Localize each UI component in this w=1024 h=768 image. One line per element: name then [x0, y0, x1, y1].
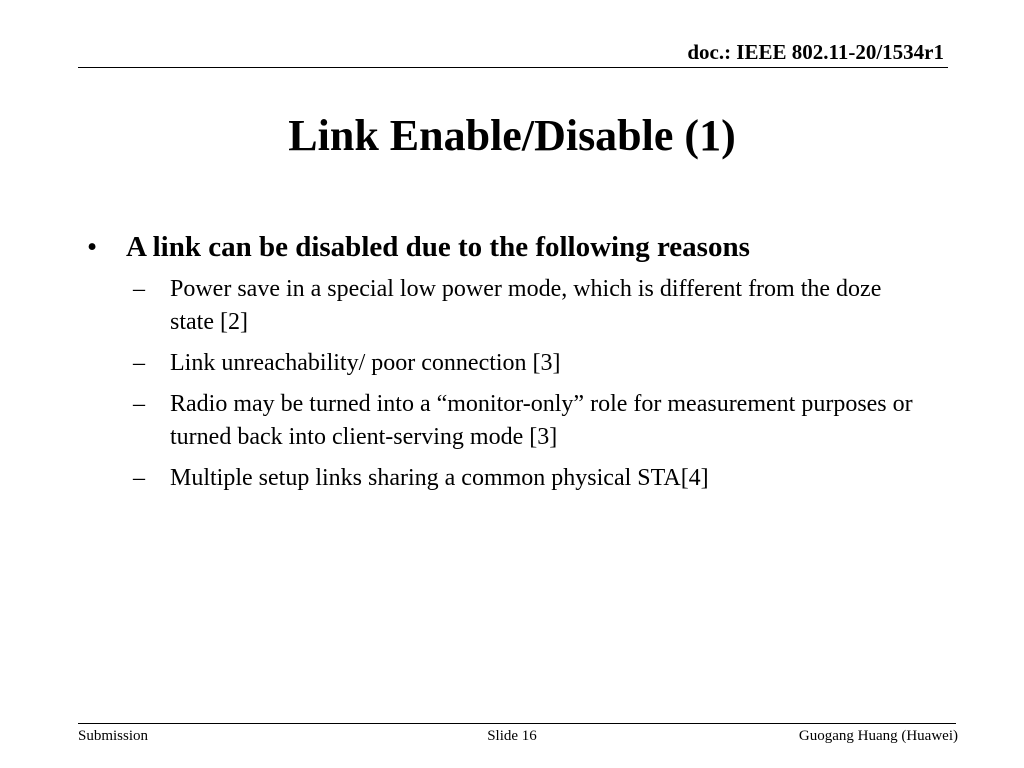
sub-bullet-monitor-only: [129, 388, 947, 454]
sub-bullet-text: Multiple setup links sharing a common physical STA[4]: [170, 464, 709, 491]
sub-bullet-power-save: [129, 273, 947, 339]
dash-marker: –: [133, 464, 145, 491]
footer-slide-number: Slide 16: [487, 728, 537, 744]
dash-marker: –: [133, 349, 145, 376]
main-bullet: [87, 230, 947, 265]
sub-bullet-shared-sta: [129, 462, 947, 495]
dash-marker: –: [133, 275, 145, 302]
bullet-marker: •: [87, 231, 98, 263]
slide-title: Link Enable/Disable (1): [288, 111, 736, 160]
footer-divider: [78, 723, 956, 724]
dash-marker: –: [133, 390, 145, 417]
sub-bullet-unreachability: [129, 347, 947, 380]
sub-bullet-list: [87, 273, 947, 495]
sub-bullet-text: Power save in a special low power mode, which is different from the doze state [2]: [170, 275, 882, 335]
header-divider: [78, 67, 948, 68]
sub-bullet-text: Link unreachability/ poor connection [3]: [170, 349, 561, 376]
footer-author: Guogang Huang (Huawei): [798, 728, 958, 744]
sub-bullet-text: Radio may be turned into a “monitor-only” role for measurement purposes or turned back into client-serving mode [3]: [170, 390, 913, 450]
main-bullet-text: A link can be disabled due to the following reasons: [126, 231, 750, 263]
slide-body: [87, 230, 947, 503]
footer-submission: Submission: [78, 728, 149, 744]
document-id: doc.: IEEE 802.11-20/1534r1: [687, 40, 944, 64]
